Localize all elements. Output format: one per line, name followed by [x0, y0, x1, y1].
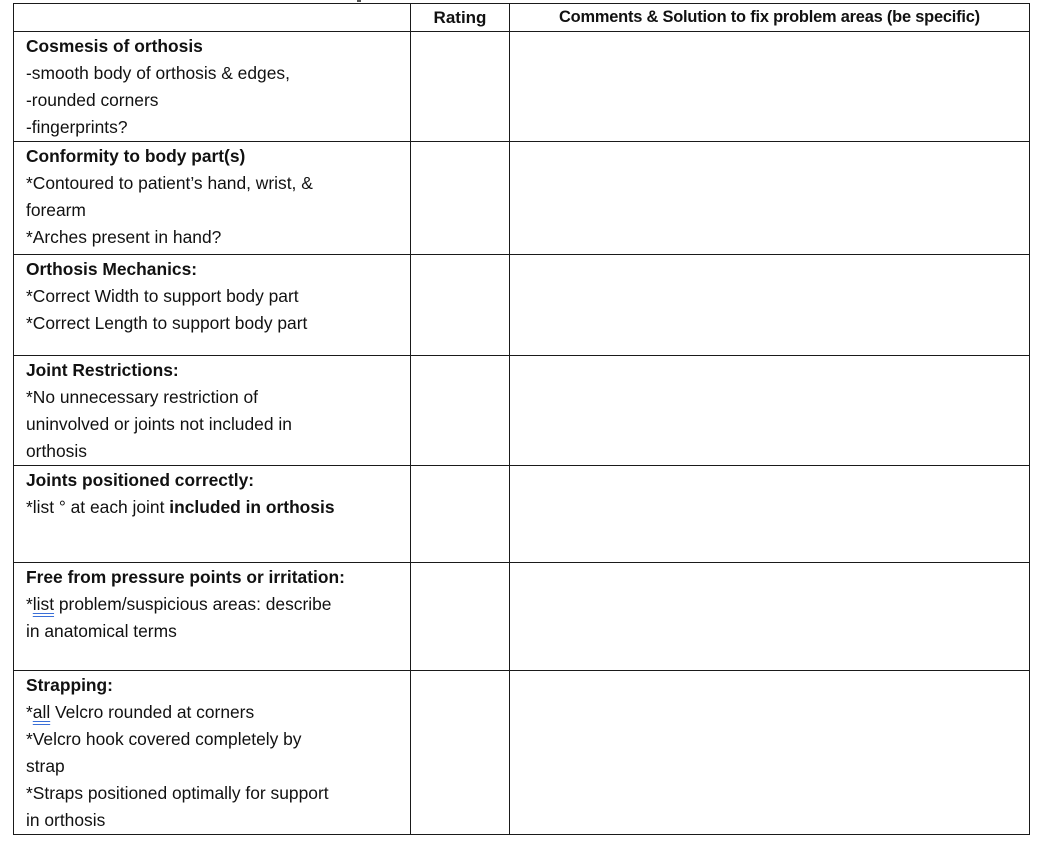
criteria-cell [14, 142, 411, 255]
comments-cell[interactable] [510, 142, 1030, 255]
table-row [14, 356, 1030, 466]
table-row [14, 466, 1030, 563]
header-comments: Comments & Solution to fix problem areas (be specific) [510, 4, 1030, 32]
criteria-line: -fingerprints? [26, 117, 128, 137]
comments-cell[interactable] [510, 671, 1030, 835]
criteria-line [26, 699, 410, 726]
criteria-line-star: * [26, 702, 33, 722]
rating-cell[interactable] [411, 32, 510, 142]
comments-cell[interactable] [510, 32, 1030, 142]
criteria-title: Strapping: [26, 675, 113, 695]
rating-cell[interactable] [411, 356, 510, 466]
criteria-cell [14, 671, 411, 835]
criteria-title: Conformity to body part(s) [26, 146, 246, 166]
header-criteria [14, 4, 411, 32]
criteria-line [26, 494, 410, 521]
comments-cell[interactable] [510, 255, 1030, 356]
criteria-cell [14, 255, 411, 356]
criteria-title: Orthosis Mechanics: [26, 259, 198, 279]
criteria-line-star: * [26, 594, 33, 614]
table-row [14, 563, 1030, 671]
criteria-line: *No unnecessary restriction of [26, 387, 258, 407]
criteria-line: -rounded corners [26, 90, 159, 110]
criteria-line [26, 591, 410, 618]
header-rating: Rating [411, 4, 510, 32]
criteria-line: *Straps positioned optimally for support [26, 783, 329, 803]
rating-cell[interactable] [411, 142, 510, 255]
spellcheck-underlined-word: list [32, 594, 55, 614]
comments-cell[interactable] [510, 466, 1030, 563]
comments-cell[interactable] [510, 563, 1030, 671]
criteria-title: Free from pressure points or irritation: [26, 567, 345, 587]
table-row [14, 671, 1030, 835]
table-row [14, 142, 1030, 255]
criteria-line: in orthosis [26, 810, 106, 830]
criteria-line: forearm [26, 200, 86, 220]
criteria-cell [14, 466, 411, 563]
rating-cell[interactable] [411, 466, 510, 563]
criteria-line-text: Velcro rounded at corners [50, 702, 255, 722]
criteria-line-text: *list ° at each joint [26, 497, 170, 517]
criteria-title: Joint Restrictions: [26, 360, 179, 380]
orthosis-evaluation-table [13, 3, 1030, 835]
spellcheck-underlined-word: all [32, 702, 51, 722]
criteria-cell [14, 563, 411, 671]
criteria-line: orthosis [26, 441, 87, 461]
rating-cell[interactable] [411, 671, 510, 835]
cropped-text-fragment [357, 0, 361, 2]
criteria-cell [14, 32, 411, 142]
criteria-line: *Velcro hook covered completely by [26, 729, 302, 749]
criteria-line: *Contoured to patient’s hand, wrist, & [26, 173, 313, 193]
criteria-title: Joints positioned correctly: [26, 470, 255, 490]
rating-cell[interactable] [411, 255, 510, 356]
criteria-line: uninvolved or joints not included in [26, 414, 292, 434]
criteria-line-text: problem/suspicious areas: describe [54, 594, 332, 614]
comments-cell[interactable] [510, 356, 1030, 466]
table-row [14, 32, 1030, 142]
criteria-line: strap [26, 756, 65, 776]
criteria-line: *Correct Width to support body part [26, 286, 299, 306]
table-row [14, 255, 1030, 356]
criteria-line: in anatomical terms [26, 621, 177, 641]
criteria-line: *Arches present in hand? [26, 227, 222, 247]
criteria-line: *Correct Length to support body part [26, 313, 308, 333]
criteria-title: Cosmesis of orthosis [26, 36, 203, 56]
header-row [14, 4, 1030, 32]
criteria-cell [14, 356, 411, 466]
criteria-line: -smooth body of orthosis & edges, [26, 63, 290, 83]
rating-cell[interactable] [411, 563, 510, 671]
criteria-line-bold: included in orthosis [169, 497, 335, 517]
